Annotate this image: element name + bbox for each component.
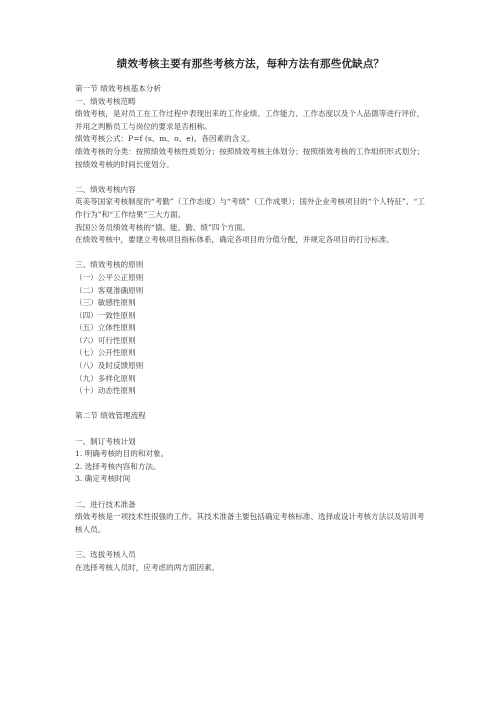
section1-part1-para1: 绩效考核，是对员工在工作过程中表现出来的工作业绩、工作能力、工作态度以及个人品德等进行评价，并用之判断员工与岗位的要求是否相称。 bbox=[75, 109, 425, 131]
principle-item: （三）敏感性原则 bbox=[75, 298, 136, 308]
principle-item: （一）公平公正原则 bbox=[75, 272, 144, 282]
section1-part1-para3: 绩效考核的分类：按照绩效考核性质划分；按照绩效考核主体划分；按照绩效考核的工作组织形式划分；按绩效考核的时间长度划分。 bbox=[75, 146, 425, 169]
section2-part3-para1: 在选择考核人员时，应考虑的两方面因素。 bbox=[75, 562, 220, 572]
section1-part2-para3: 在绩效考核中，要建立考核项目指标体系，确定各项目的分值分配，并规定各项目的打分标准。 bbox=[75, 235, 394, 245]
section1-part2-heading: 二、绩效考核内容 bbox=[75, 184, 136, 194]
document-title: 绩效考核主要有那些考核方法，每种方法有那些优缺点？ bbox=[116, 58, 385, 70]
paragraph-gap bbox=[75, 247, 426, 260]
section1-part1-heading: 一、绩效考核范畴 bbox=[75, 96, 136, 106]
section1-heading: 第一节 绩效考核基本分析 bbox=[75, 84, 161, 93]
principle-item: （七）公开性原则 bbox=[75, 348, 136, 358]
section2-part2-heading: 二、进行技术准备 bbox=[75, 499, 136, 509]
section2-part1-heading: 一、制订考核计划 bbox=[75, 436, 136, 446]
principle-item: （五）立体性原则 bbox=[75, 323, 136, 333]
section2-part3-heading: 三、选拔考核人员 bbox=[75, 549, 136, 559]
plan-item: 2. 选择考核内容和方法。 bbox=[75, 461, 161, 471]
paragraph-gap bbox=[75, 171, 426, 184]
section1-part1-para2: 绩效考核公式：P=f (s、m、o、e)。各因素的含义。 bbox=[75, 134, 255, 144]
paragraph-gap bbox=[75, 423, 426, 436]
principle-item: （十）动态性原则 bbox=[75, 386, 136, 396]
section2-heading: 第二节 绩效管理流程 bbox=[75, 411, 146, 421]
principle-item: （八）及时反馈原则 bbox=[75, 361, 144, 371]
principle-item: （九）多样化原则 bbox=[75, 373, 136, 383]
paragraph-gap bbox=[75, 486, 426, 499]
principle-item: （四）一致性原则 bbox=[75, 310, 136, 320]
section1-part3-heading: 三、绩效考核的原则 bbox=[75, 260, 144, 270]
principle-item: （六）可行性原则 bbox=[75, 335, 136, 345]
plan-item: 3. 确定考核时间 bbox=[75, 474, 131, 484]
principle-item: （二）客观准确原则 bbox=[75, 285, 144, 295]
section1-part2-para2: 我国公务员绩效考核的“德、能、勤、绩”四个方面。 bbox=[75, 222, 250, 232]
paragraph-gap bbox=[75, 536, 426, 549]
section1-part2-para1: 英美等国家考核制度的“考勤”（工作态度）与“考绩”（工作成果）；国外企业考核项目的“个人特征”、“工作行为”和“工作结果”三大方面。 bbox=[75, 197, 425, 219]
paragraph-gap bbox=[75, 398, 426, 411]
plan-item: 1. 明确考核的目的和对象。 bbox=[75, 449, 169, 459]
section2-part2-para1: 绩效考核是一项技术性很强的工作。其技术准备主要包括确定考核标准、选择或设计考核方法以及培训考核人员。 bbox=[75, 512, 425, 534]
